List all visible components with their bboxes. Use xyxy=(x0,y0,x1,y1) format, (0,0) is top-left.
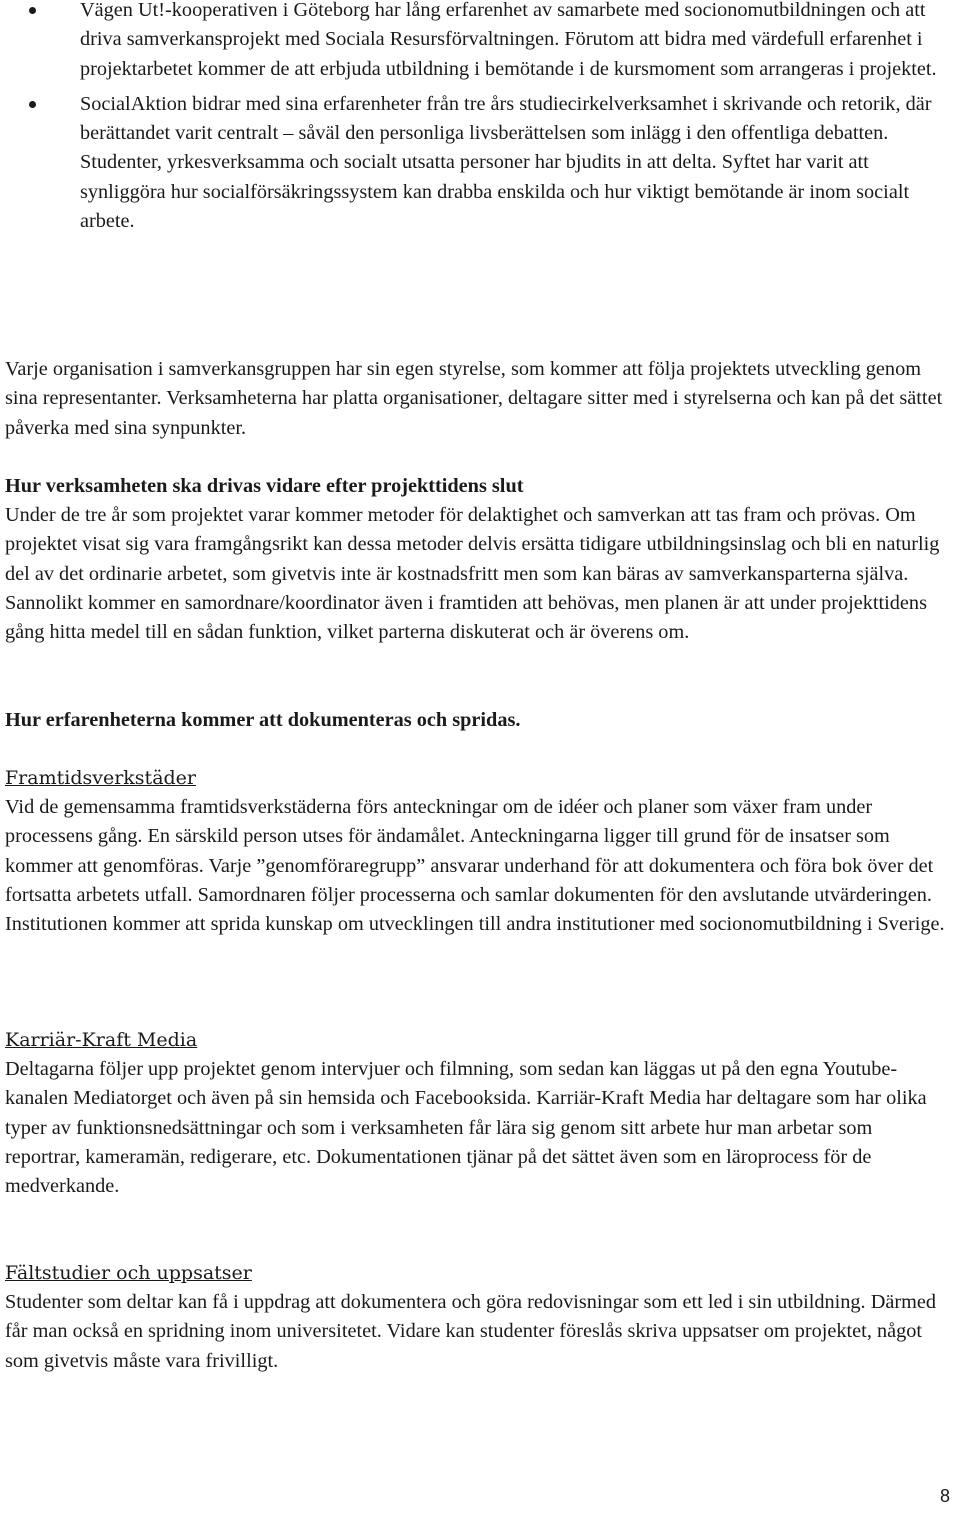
faltstudier-paragraph: Studenter som deltar kan få i uppdrag att dokumentera och göra redovisningar som ett led i sin utbildning. Därmed får man också en spridning inom universitetet. Vidare kan studenter föreslås skriva uppsatser om projektet, något som givetvis måste vara frivilligt. xyxy=(5,1291,937,1372)
bullet-icon xyxy=(29,101,36,108)
subheading-framtidsverkstader: Framtidsverkstäder xyxy=(5,767,197,789)
bullet-item xyxy=(0,90,948,236)
framtidsverkstader-paragraph: Vid de gemensamma framtidsverkstäderna förs anteckningar om de idéer och planer som växer fram under processens gång. En särskild person utses för ändamålet. Anteckningarna ligger till grund för de insatser som kommer att genomföras. Varje ”genomföraregrupp” ansvarar underhand för att dokumentera och föra bok över det fortsatta arbetets utfall. Samordnaren följer processerna och samlar dokumenten för den avslutande utvärderingen. Institutionen kommer att sprida kunskap om utvecklingen till andra institutioner med socionomutbildning i Sverige. xyxy=(5,796,945,936)
organisation-paragraph: Varje organisation i samverkansgruppen har sin egen styrelse, som kommer att följa projektets utveckling genom sina representanter. Verksamheterna har platta organisationer, deltagare sitter med i styrelserna och kan på det sättet påverka med sina synpunkter. xyxy=(5,358,943,439)
bullet-text: Vägen Ut!-kooperativen i Göteborg har lång erfarenhet av samarbete med socionomutbildningen och att driva samverkansprojekt med Sociala Resursförvaltningen. Förutom att bidra med värdefull erfarenhet i projektarbetet kommer de att erbjuda utbildning i bemötande i de kursmoment som arrangeras i projektet. xyxy=(80,0,937,80)
karriar-kraft-media-paragraph: Deltagarna följer upp projektet genom intervjuer och filmning, som sedan kan läggas ut på den egna Youtube-kanalen Mediatorget och även på sin hemsida och Facebooksida. Karriär-Kraft Media har deltagare som har olika typer av funktionsnedsättningar och som i verksamheten får lära sig genom sitt arbete hur man arbetar som reportrar, kameramän, redigerare, etc. Dokumentationen tjänar på det sättet även som en läroprocess för de medverkande. xyxy=(5,1058,927,1198)
bullet-list xyxy=(0,0,948,242)
page-number: 8 xyxy=(939,1486,950,1506)
section-heading-documentation: Hur erfarenheterna kommer att dokumenteras och spridas. xyxy=(5,709,521,731)
section-heading-continuation: Hur verksamheten ska drivas vidare efter projekttidens slut xyxy=(5,475,524,497)
bullet-text: SocialAktion bidrar med sina erfarenheter från tre års studiecirkelverksamhet i skrivande och retorik, där berättandet varit centralt – såväl den personliga livsberättelsen som inlägg i den offentliga debatten. Studenter, yrkesverksamma och socialt utsatta personer har bjudits in att delta. Syftet har varit att synliggöra hur socialförsäkringssystem kan drabba enskilda och hur viktigt bemötande är inom socialt arbete. xyxy=(80,92,932,233)
subheading-karriar-kraft-media: Karriär-Kraft Media xyxy=(5,1029,198,1051)
subheading-faltstudier: Fältstudier och uppsatser xyxy=(5,1262,252,1284)
continuation-paragraph: Under de tre år som projektet varar kommer metoder för delaktighet och samverkan att tas fram och prövas. Om projektet visat sig vara framgångsrikt kan dessa metoder delvis ersätta tidigare utbildningsinslag och bli en naturlig del av det ordinarie arbetet, som givetvis inte är kostnadsfritt men som kan bäras av samverkansparterna själva. Sannolikt kommer en samordnare/koordinator även i framtiden att behövas, men planen är att under projekttidens gång hitta medel till en sådan funktion, vilket parterna diskuterat och är överens om. xyxy=(5,504,940,644)
bullet-item xyxy=(0,0,948,84)
bullet-icon xyxy=(29,7,36,14)
